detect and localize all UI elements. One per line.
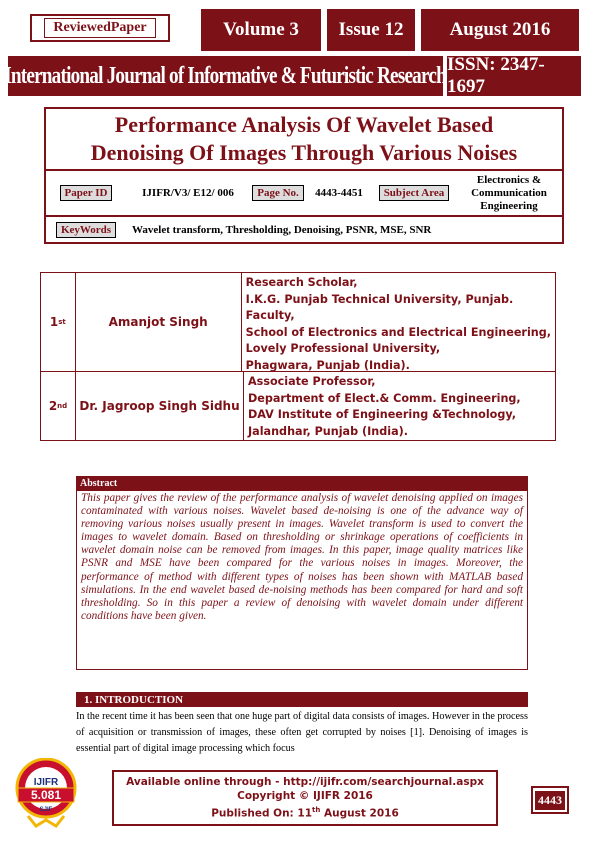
availability-box [112, 770, 498, 826]
author-number [41, 372, 76, 440]
subject-line1: Electronics & [476, 173, 542, 186]
affiliation-line: Faculty, [245, 309, 295, 322]
logo-score: 5.081 [30, 788, 62, 802]
journal-title [4, 56, 447, 96]
subject-line2: Communication [471, 186, 547, 199]
affiliation-line: Department of Elect.& Comm. Engineering, [248, 391, 521, 405]
affiliation-line: I.K.G. Punjab Technical University, Punjab. [245, 292, 514, 306]
paper-id-value: IJIFR/V3/ E12/ 006 [142, 187, 234, 199]
author-affiliation [242, 273, 555, 371]
author-number-suffix: nd [57, 402, 68, 410]
reviewed-paper-label: ReviewedPaper [44, 18, 155, 38]
author-name: Amanjot Singh [76, 273, 242, 371]
page-number-box [531, 786, 569, 814]
keywords-row [44, 217, 564, 244]
affiliation-line: DAV Institute of Engineering &Technology, [248, 408, 517, 421]
introduction-text: In the recent time it has been seen that one huge part of digital data consists of images. However in the process of acquisition or transmission of images, these often get corrupted by noises [1]. Denoising of images is essential part of digital image processing which focus [76, 711, 528, 754]
logo-brand: IJIFR [33, 777, 59, 788]
paper-title-line2: Denoising Of Images Through Various Noises [90, 140, 518, 165]
affiliation-line: Phagwara, Punjab (India). [245, 358, 410, 372]
availability-line: Available online through - http://ijifr.com/searchjournal.aspx [126, 776, 484, 789]
author-number [41, 273, 76, 371]
page-no-label-cell [250, 185, 306, 201]
authors-table [40, 272, 556, 441]
page-number: 4443 [535, 791, 565, 810]
author-number-value: 2 [48, 399, 58, 413]
subject-label-cell [372, 185, 456, 201]
keywords-label-cell [46, 222, 126, 238]
copyright-line: Copyright © IJIFR 2016 [237, 790, 373, 803]
journal-title-text: International Journal of Informative & Futuristic Research [4, 62, 447, 89]
date-label: August 2016 [420, 8, 580, 52]
subject-line3: Engineering [480, 199, 538, 212]
page-no-label: Page No. [252, 185, 304, 201]
issue-label: Issue 12 [326, 8, 416, 52]
published-line [211, 803, 399, 821]
paper-id-label-cell [46, 185, 126, 201]
issn-label: ISSN: 2347-1697 [447, 56, 581, 96]
paper-title-line1: Performance Analysis Of Wavelet Based [114, 112, 494, 137]
page-no-value: 4443-4451 [315, 187, 363, 199]
author-number-suffix: st [58, 318, 66, 326]
sjif-logo-icon [14, 758, 78, 828]
keywords-value: Wavelet transform, Thresholding, Denoising, PSNR, MSE, SNR [132, 223, 432, 236]
author-row [41, 273, 555, 372]
author-row [41, 372, 555, 440]
subject-value [456, 174, 562, 213]
author-affiliation [244, 372, 555, 440]
abstract-text: This paper gives the review of the performance analysis of wavelet denoising applied on images contaminated with various noises. Wavelet based de-noising is one of the advance way of removing various noises usually present in images. Wavelet transform is used to convert the images to wavelet domain. Based on thresholding or shrinkage operations of coefficients in wavelet domain noise can be removed from images. In this paper, image quality matrices like PSNR and MSE have been compared for the various noises in images. Moreover, the performance of method with different types of noises has been shown with MATLAB based simulations. In the end wavelet based de-noising methods has been compared for hard and soft thresholding. So in this paper a review of denoising with wavelet domain under different conditions have been given. [76, 490, 528, 670]
volume-label: Volume 3 [200, 8, 322, 52]
subject-label: Subject Area [379, 185, 450, 201]
author-number-value: 1 [49, 315, 59, 329]
published-suffix-sup: th [312, 806, 321, 815]
keywords-label: KeyWords [56, 222, 116, 238]
affiliation-line: Research Scholar, [245, 276, 358, 289]
paper-id-label: Paper ID [60, 185, 113, 201]
affiliation-line: Lovely Professional University, [245, 342, 441, 355]
introduction-heading: 1. INTRODUCTION [76, 692, 528, 707]
published-prefix: Published On: 11 [211, 807, 313, 820]
author-name: Dr. Jagroop Singh Sidhu [76, 372, 244, 440]
reviewed-paper-badge [30, 14, 170, 42]
published-date: August 2016 [320, 807, 399, 820]
abstract-heading: Abstract [76, 476, 528, 490]
paper-title [91, 111, 517, 167]
logo-sub: SJIF [39, 807, 53, 813]
paper-meta-row [44, 171, 564, 217]
affiliation-line: School of Electronics and Electrical Engineering, [245, 325, 551, 339]
affiliation-line: Associate Professor, [248, 375, 376, 388]
affiliation-line: Jalandhar, Punjab (India). [248, 424, 409, 438]
paper-title-box [44, 107, 564, 171]
